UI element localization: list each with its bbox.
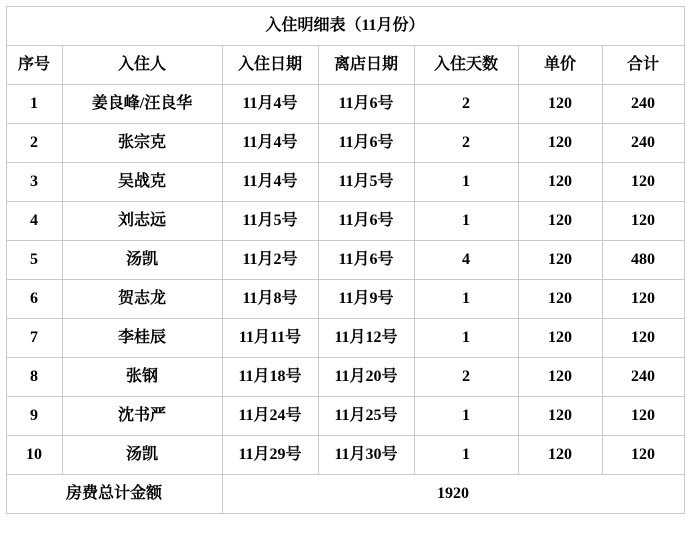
cell-guest[interactable]: 张钢 [62,358,222,397]
cell-days[interactable]: 4 [414,241,518,280]
table-header-row [6,46,684,85]
cell-checkout[interactable]: 11月9号 [318,280,414,319]
cell-price[interactable]: 120 [518,397,602,436]
cell-price[interactable]: 120 [518,358,602,397]
cell-checkin[interactable]: 11月24号 [222,397,318,436]
cell-checkout[interactable]: 11月6号 [318,241,414,280]
table-row[interactable] [6,397,684,436]
cell-days[interactable]: 2 [414,85,518,124]
table-footer-row[interactable] [6,475,684,514]
cell-no[interactable]: 4 [6,202,62,241]
column-header-no: 序号 [6,46,62,85]
cell-checkout[interactable]: 11月30号 [318,436,414,475]
table-row[interactable] [6,163,684,202]
cell-guest[interactable]: 汤凯 [62,436,222,475]
table-row[interactable] [6,85,684,124]
column-header-days: 入住天数 [414,46,518,85]
occupancy-detail-table [6,6,685,514]
cell-checkout[interactable]: 11月20号 [318,358,414,397]
table-row[interactable] [6,319,684,358]
cell-total[interactable]: 120 [602,397,684,436]
cell-no[interactable]: 9 [6,397,62,436]
cell-total[interactable]: 240 [602,85,684,124]
cell-price[interactable]: 120 [518,124,602,163]
cell-total[interactable]: 120 [602,436,684,475]
column-header-guest: 入住人 [62,46,222,85]
cell-days[interactable]: 1 [414,319,518,358]
cell-total[interactable]: 120 [602,163,684,202]
total-value[interactable]: 1920 [222,475,684,514]
cell-checkout[interactable]: 11月6号 [318,85,414,124]
table-row[interactable] [6,358,684,397]
cell-no[interactable]: 5 [6,241,62,280]
cell-checkin[interactable]: 11月18号 [222,358,318,397]
cell-guest[interactable]: 汤凯 [62,241,222,280]
cell-checkout[interactable]: 11月6号 [318,124,414,163]
table-row[interactable] [6,202,684,241]
cell-days[interactable]: 1 [414,436,518,475]
table-row[interactable] [6,280,684,319]
cell-price[interactable]: 120 [518,436,602,475]
cell-checkout[interactable]: 11月5号 [318,163,414,202]
cell-no[interactable]: 10 [6,436,62,475]
cell-guest[interactable]: 吴战克 [62,163,222,202]
cell-total[interactable]: 120 [602,319,684,358]
cell-checkin[interactable]: 11月8号 [222,280,318,319]
cell-total[interactable]: 120 [602,280,684,319]
table-row[interactable] [6,436,684,475]
cell-price[interactable]: 120 [518,163,602,202]
cell-guest[interactable]: 刘志远 [62,202,222,241]
cell-no[interactable]: 2 [6,124,62,163]
cell-checkin[interactable]: 11月4号 [222,85,318,124]
cell-days[interactable]: 1 [414,163,518,202]
cell-checkin[interactable]: 11月4号 [222,124,318,163]
cell-checkin[interactable]: 11月11号 [222,319,318,358]
spreadsheet-sheet [0,6,690,539]
cell-checkin[interactable]: 11月29号 [222,436,318,475]
cell-price[interactable]: 120 [518,241,602,280]
cell-total[interactable]: 120 [602,202,684,241]
cell-total[interactable]: 480 [602,241,684,280]
column-header-checkin: 入住日期 [222,46,318,85]
cell-checkout[interactable]: 11月12号 [318,319,414,358]
cell-no[interactable]: 6 [6,280,62,319]
cell-checkin[interactable]: 11月4号 [222,163,318,202]
cell-checkout[interactable]: 11月6号 [318,202,414,241]
cell-price[interactable]: 120 [518,319,602,358]
column-header-checkout: 离店日期 [318,46,414,85]
cell-days[interactable]: 1 [414,202,518,241]
table-row[interactable] [6,124,684,163]
cell-days[interactable]: 2 [414,124,518,163]
cell-checkout[interactable]: 11月25号 [318,397,414,436]
total-label: 房费总计金额 [6,475,222,514]
cell-days[interactable]: 1 [414,280,518,319]
cell-checkin[interactable]: 11月5号 [222,202,318,241]
cell-guest[interactable]: 姜良峰/汪良华 [62,85,222,124]
cell-guest[interactable]: 沈书严 [62,397,222,436]
cell-no[interactable]: 7 [6,319,62,358]
cell-guest[interactable]: 李桂辰 [62,319,222,358]
cell-price[interactable]: 120 [518,85,602,124]
cell-days[interactable]: 1 [414,397,518,436]
cell-price[interactable]: 120 [518,202,602,241]
cell-total[interactable]: 240 [602,124,684,163]
cell-no[interactable]: 1 [6,85,62,124]
page-title: 入住明细表（11月份） [6,7,684,46]
column-header-total: 合计 [602,46,684,85]
cell-guest[interactable]: 贺志龙 [62,280,222,319]
cell-days[interactable]: 2 [414,358,518,397]
cell-no[interactable]: 3 [6,163,62,202]
column-header-price: 单价 [518,46,602,85]
cell-guest[interactable]: 张宗克 [62,124,222,163]
table-title-row [6,7,684,46]
cell-checkin[interactable]: 11月2号 [222,241,318,280]
table-row[interactable] [6,241,684,280]
cell-price[interactable]: 120 [518,280,602,319]
cell-no[interactable]: 8 [6,358,62,397]
cell-total[interactable]: 240 [602,358,684,397]
